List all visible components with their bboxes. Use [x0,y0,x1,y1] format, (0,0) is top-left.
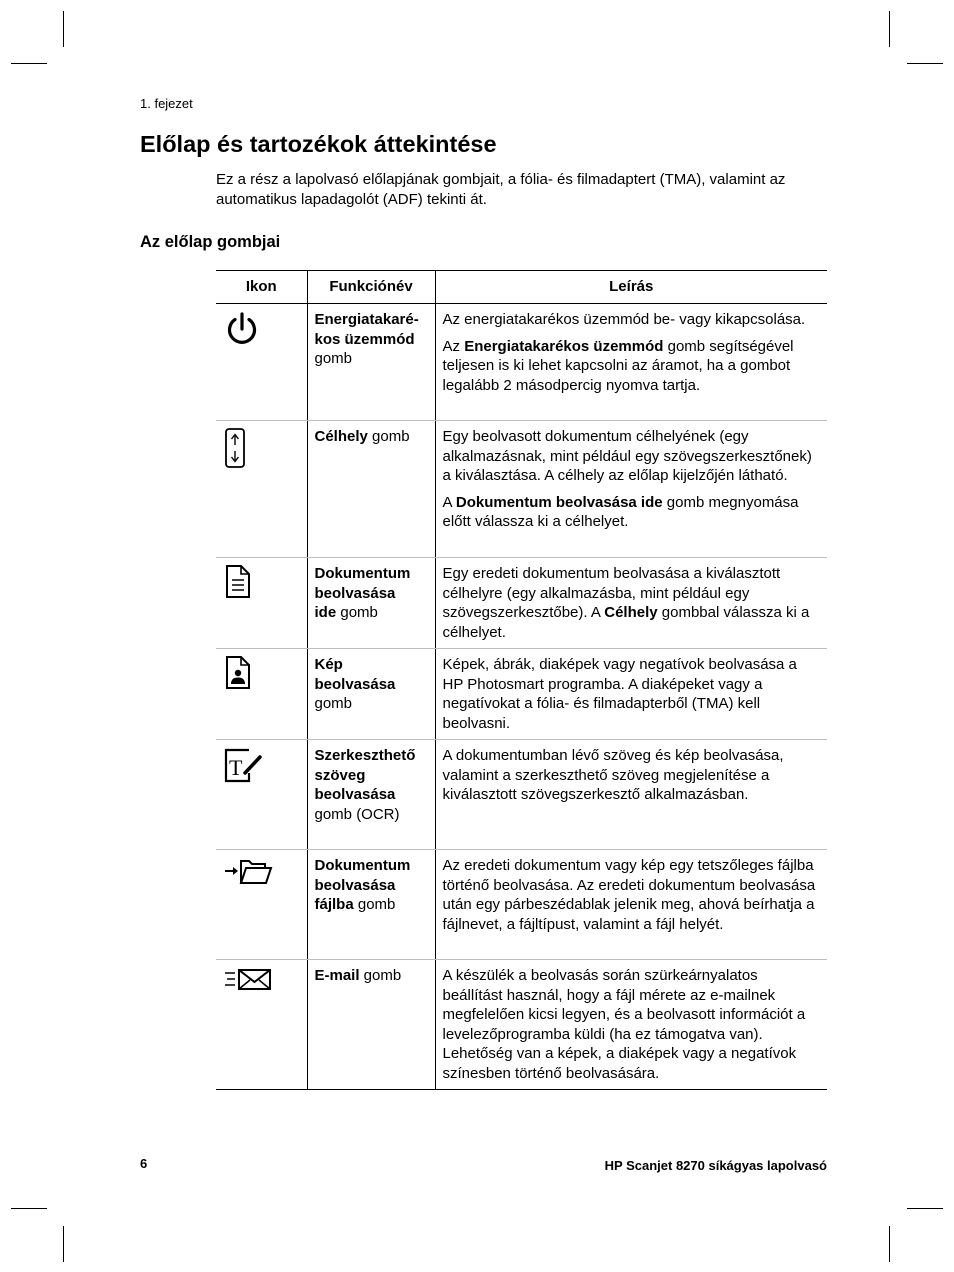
description-cell [435,850,827,960]
email-icon [223,966,275,992]
function-name: Kép beolvasása [314,656,396,693]
function-name: Dokumentum beolvasása [314,565,411,602]
function-name: fájlba [314,896,354,913]
description-text: A dokumentumban lévő szöveg és kép beolvasása, valamint a szerkeszthető szöveg megjelenítése a kiválasztott szövegszerkesztő alkalmazásban. [442,747,784,803]
chapter-label: 1. fejezet [140,96,193,111]
crop-mark [907,63,943,64]
crop-mark [11,1208,47,1209]
scan-document-icon [223,564,253,600]
header-icon: Ikon [216,271,307,304]
description-text: Az energiatakarékos üzemmód be- vagy kikapcsolása. [442,311,806,328]
description-cell [435,421,827,558]
description-text: A készülék a beolvasás során szürkeárnyalatos beállítást használ, hogy a fájl mérete az e-mailnek megfelelően kicsi legyen, és a beolvasott információt a levelezőprogramba küldi (ha ez támogatva van). Lehetőség van a képek, a diaképek vagy a negatívok színesben történő beolvasására. [442,967,806,1082]
function-name: ide [314,604,337,621]
icon-cell [216,649,307,740]
description-cell [435,558,827,649]
description-cell [435,740,827,850]
table-row [216,421,827,558]
scan-to-file-icon [223,856,275,886]
function-cell [307,649,435,740]
table-row [216,649,827,740]
function-suffix: gomb (OCR) [314,805,400,823]
crop-mark [63,1226,64,1262]
footer-product: HP Scanjet 8270 síkágyas lapolvasó [604,1158,827,1173]
function-suffix: gomb [336,604,378,621]
crop-mark [11,63,47,64]
icon-cell [216,960,307,1090]
function-cell [307,850,435,960]
function-name: Dokumentum beolvasása [314,857,411,894]
power-icon [223,310,261,348]
description-text: A Dokumentum beolvasása ide gomb megnyomása előtt válassza ki a célhelyet. [442,493,799,530]
icon-cell [216,850,307,960]
function-name: Energiatakaré-kos üzemmód [314,311,419,348]
page-title: Előlap és tartozékok áttekintése [140,131,497,157]
crop-mark [889,11,890,47]
buttons-table [216,270,827,1090]
editable-text-icon [223,746,265,784]
crop-mark [907,1208,943,1209]
function-name: E-mail [314,967,360,984]
icon-cell [216,421,307,558]
function-cell [307,960,435,1090]
scan-picture-icon [223,655,253,691]
icon-cell [216,740,307,850]
description-cell [435,304,827,421]
description-cell [435,960,827,1090]
function-suffix: gomb [314,695,353,712]
page-number: 6 [140,1156,148,1171]
description-text: Egy eredeti dokumentum beolvasása a kiválasztott célhelyre (egy alkalmazásba, mint például egy szövegszerkesztőbe). A Célhely gombbal válassza ki a célhelyet. [442,565,810,641]
table-row [216,960,827,1090]
svg-text:T: T [229,755,243,780]
table-row [216,740,827,850]
intro-paragraph: Ez a rész a lapolvasó előlapjának gombjait, a fólia- és filmadaptert (TMA), valamint az automatikus lapadagolót (ADF) tekinti át. [216,171,786,208]
function-cell [307,740,435,850]
description-text: Képek, ábrák, diaképek vagy negatívok beolvasása a HP Photosmart programba. A diaképeket vagy a negatívokat a fólia- és filmadapterből (TMA) kell beolvasni. [442,656,797,732]
crop-mark [889,1226,890,1262]
icon-cell [216,304,307,421]
destination-icon [223,427,249,469]
description-text: Az Energiatakarékos üzemmód gomb segítségével teljesen is ki lehet kapcsolni az áramot, ha a gombot legalább 2 másodpercig nyomva tartja. [442,337,794,394]
function-cell [307,421,435,558]
table-row [216,304,827,421]
function-name: Célhely [314,428,368,445]
description-cell [435,649,827,740]
description-text: Egy beolvasott dokumentum célhelyének (egy alkalmazásnak, mint például egy szövegszerkesztőnek) a kiválasztása. A célhely az előlap kijelzőjén látható. [442,428,812,484]
function-suffix: gomb [314,350,353,367]
function-suffix: gomb [367,428,410,445]
header-function: Funkciónév [307,271,435,304]
function-suffix: gomb [359,967,402,984]
table-row [216,558,827,649]
table-header-row [216,271,827,304]
table-row [216,850,827,960]
header-description: Leírás [435,271,827,304]
crop-mark [63,11,64,47]
function-cell [307,304,435,421]
function-name: Szerkeszthető szöveg beolvasása [314,747,416,803]
section-subtitle: Az előlap gombjai [140,233,281,251]
description-text: Az eredeti dokumentum vagy kép egy tetszőleges fájlba történő beolvasása. Az eredeti dokumentum beolvasása után egy párbeszédablak jelenik meg, ahová beírhatja a fájlnevet, a fájltípust, valamint a fájl helyét. [442,857,816,933]
icon-cell [216,558,307,649]
function-suffix: gomb [353,896,396,913]
function-cell [307,558,435,649]
